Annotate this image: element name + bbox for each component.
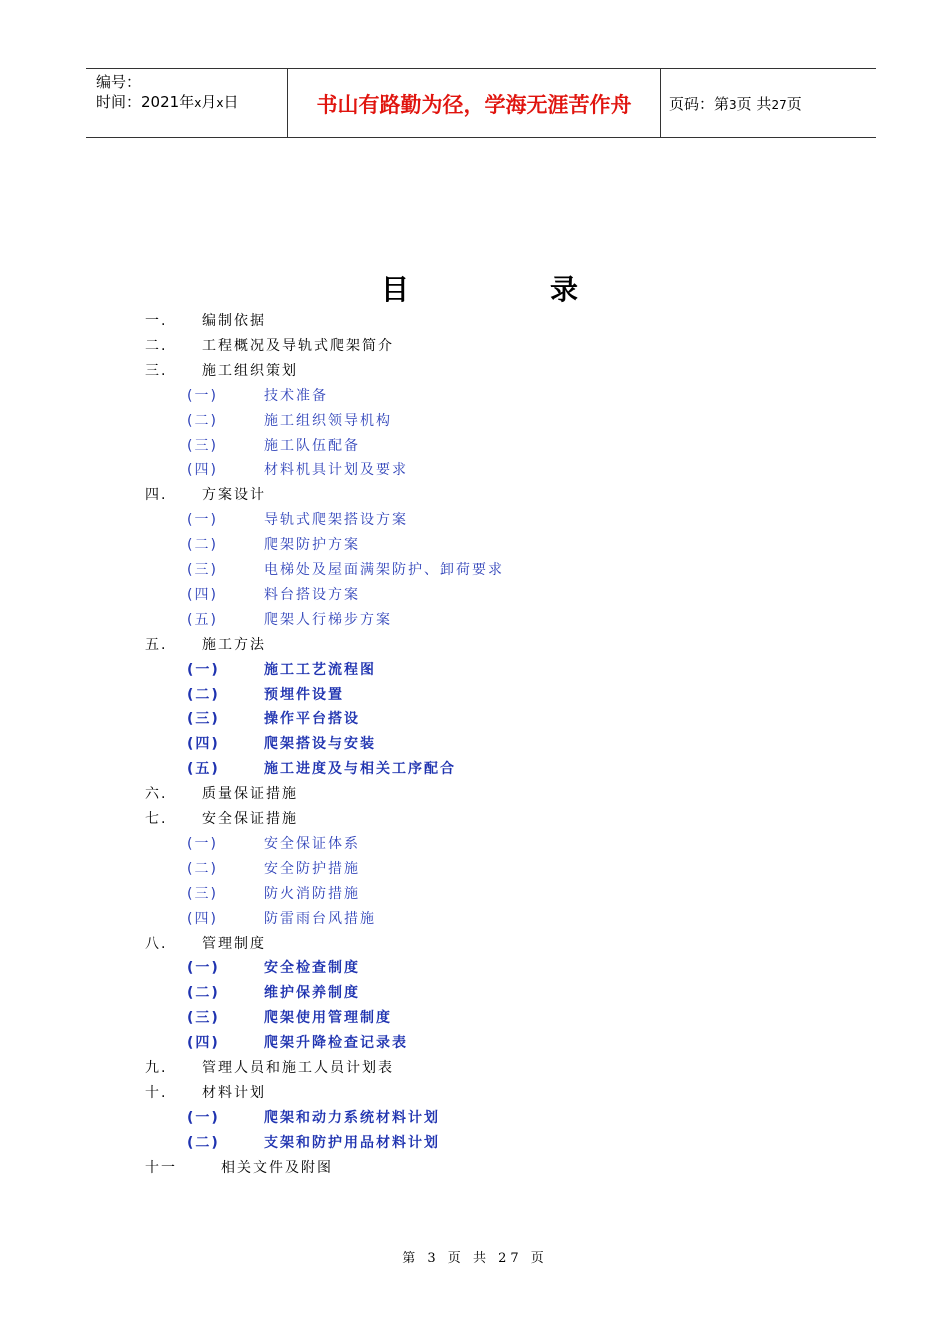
toc-entry-title: 安全检查制度: [264, 960, 360, 977]
toc-entry-title: 施工组织策划: [202, 362, 298, 379]
toc-entry-number: (五): [187, 611, 218, 628]
toc-entry-number: 二.: [145, 337, 168, 354]
toc-entry-number: (四): [187, 910, 218, 927]
toc-entry-number: (三): [187, 562, 218, 578]
toc-entry-title: 防火消防措施: [264, 885, 360, 902]
toc-entry-number: (一): [187, 387, 218, 404]
toc-entry-title: 质量保证措施: [202, 786, 298, 803]
toc-entry-number: (一): [187, 960, 220, 977]
header-motto: 书山有路勤为径，学海无涯苦作舟: [316, 93, 632, 117]
toc-entry-number: (三): [187, 711, 220, 728]
toc-entry-title: 支架和防护用品材料计划: [264, 1134, 440, 1151]
toc-entry-number: (三): [187, 885, 218, 902]
toc-entry-title: 预埋件设置: [264, 686, 344, 703]
toc-entry-title: 爬架使用管理制度: [264, 1010, 392, 1027]
header-divider: [660, 69, 661, 137]
toc-entry-title: 编制依据: [202, 313, 266, 329]
toc-title-char-2: 录: [550, 273, 579, 306]
toc-entry-number: (四): [187, 586, 218, 603]
toc-entry-title: 爬架和动力系统材料计划: [264, 1109, 440, 1126]
toc-entry-title: 导轨式爬架搭设方案: [264, 512, 408, 529]
toc-entry-title: 安全防护措施: [264, 860, 360, 877]
toc-entry-number: (二): [187, 686, 220, 703]
toc-entry-title: 安全保证体系: [264, 835, 360, 852]
toc-entry-title: 材料计划: [202, 1084, 266, 1101]
toc-entry-title: 维护保养制度: [264, 985, 360, 1002]
toc-entry-title: 操作平台搭设: [264, 711, 360, 728]
toc-entry-title: 施工队伍配备: [264, 437, 360, 454]
page-footer: 第 3 页 共 27 页: [402, 1251, 548, 1266]
toc-entry-title: 爬架防护方案: [264, 537, 360, 554]
toc-entry-title: 方案设计: [202, 487, 266, 504]
toc-entry-number: 五.: [145, 636, 168, 653]
toc-entry-title: 管理人员和施工人员计划表: [202, 1060, 394, 1076]
header-page-number: 页码：第3页 共27页: [669, 95, 802, 113]
toc-entry-title: 施工工艺流程图: [264, 661, 376, 678]
toc-entry-number: 九.: [145, 1060, 168, 1076]
toc-entry-number: 七.: [145, 811, 168, 827]
toc-entry-number: (三): [187, 437, 218, 454]
toc-entry-title: 爬架升降检查记录表: [264, 1035, 408, 1052]
toc-entry-title: 爬架搭设与安装: [264, 736, 376, 753]
toc-entry-number: (四): [187, 736, 220, 753]
toc-entry-title: 相关文件及附图: [221, 1159, 333, 1176]
toc-entry-number: (二): [187, 537, 218, 554]
toc-entry-title: 施工进度及与相关工序配合: [264, 761, 456, 778]
toc-entry-title: 安全保证措施: [202, 811, 298, 827]
toc-entry-number: 十一: [145, 1159, 177, 1176]
header-meta: [96, 72, 238, 113]
doc-date: 时间：2021年x月x日: [96, 93, 239, 111]
toc-entry-number: 一.: [145, 313, 168, 329]
toc-entry-number: 三.: [145, 362, 168, 379]
toc-entry-title: 爬架人行梯步方案: [264, 611, 392, 628]
toc-entry-number: (二): [187, 1134, 220, 1151]
toc-entry-number: (一): [187, 512, 218, 529]
toc-entry-title: 管理制度: [202, 935, 266, 952]
toc-entry-title: 材料机具计划及要求: [264, 462, 408, 479]
toc-entry-title: 料台搭设方案: [264, 586, 360, 603]
toc-entry-number: (三): [187, 1010, 220, 1027]
page-header: [86, 68, 876, 138]
toc-entry-number: (四): [187, 462, 218, 479]
toc-title-char-1: 目: [381, 273, 410, 306]
toc-entry-number: (一): [187, 835, 218, 852]
toc-entry-title: 技术准备: [264, 387, 328, 404]
toc-entry-number: (一): [187, 661, 220, 678]
toc-entry-title: 工程概况及导轨式爬架简介: [202, 337, 394, 354]
toc-entry-title: 施工方法: [202, 636, 266, 653]
toc-entry-number: (五): [187, 761, 220, 778]
toc-entry-title: 施工组织领导机构: [264, 412, 392, 429]
toc-entry-number: (四): [187, 1035, 220, 1052]
toc-entry-number: 六.: [145, 786, 168, 803]
toc-entry-number: 十.: [145, 1084, 168, 1101]
toc-entry-title: 防雷雨台风措施: [264, 910, 376, 927]
toc-entry-number: (二): [187, 860, 218, 877]
toc-entry-number: 四.: [145, 487, 168, 504]
toc-entry-title: 电梯处及屋面满架防护、卸荷要求: [264, 562, 504, 578]
toc-entry-number: 八.: [145, 935, 168, 952]
toc-entry-number: (二): [187, 985, 220, 1002]
toc-entry-number: (二): [187, 412, 218, 429]
doc-number-label: 编号：: [96, 73, 142, 91]
toc-entry-number: (一): [187, 1109, 220, 1126]
